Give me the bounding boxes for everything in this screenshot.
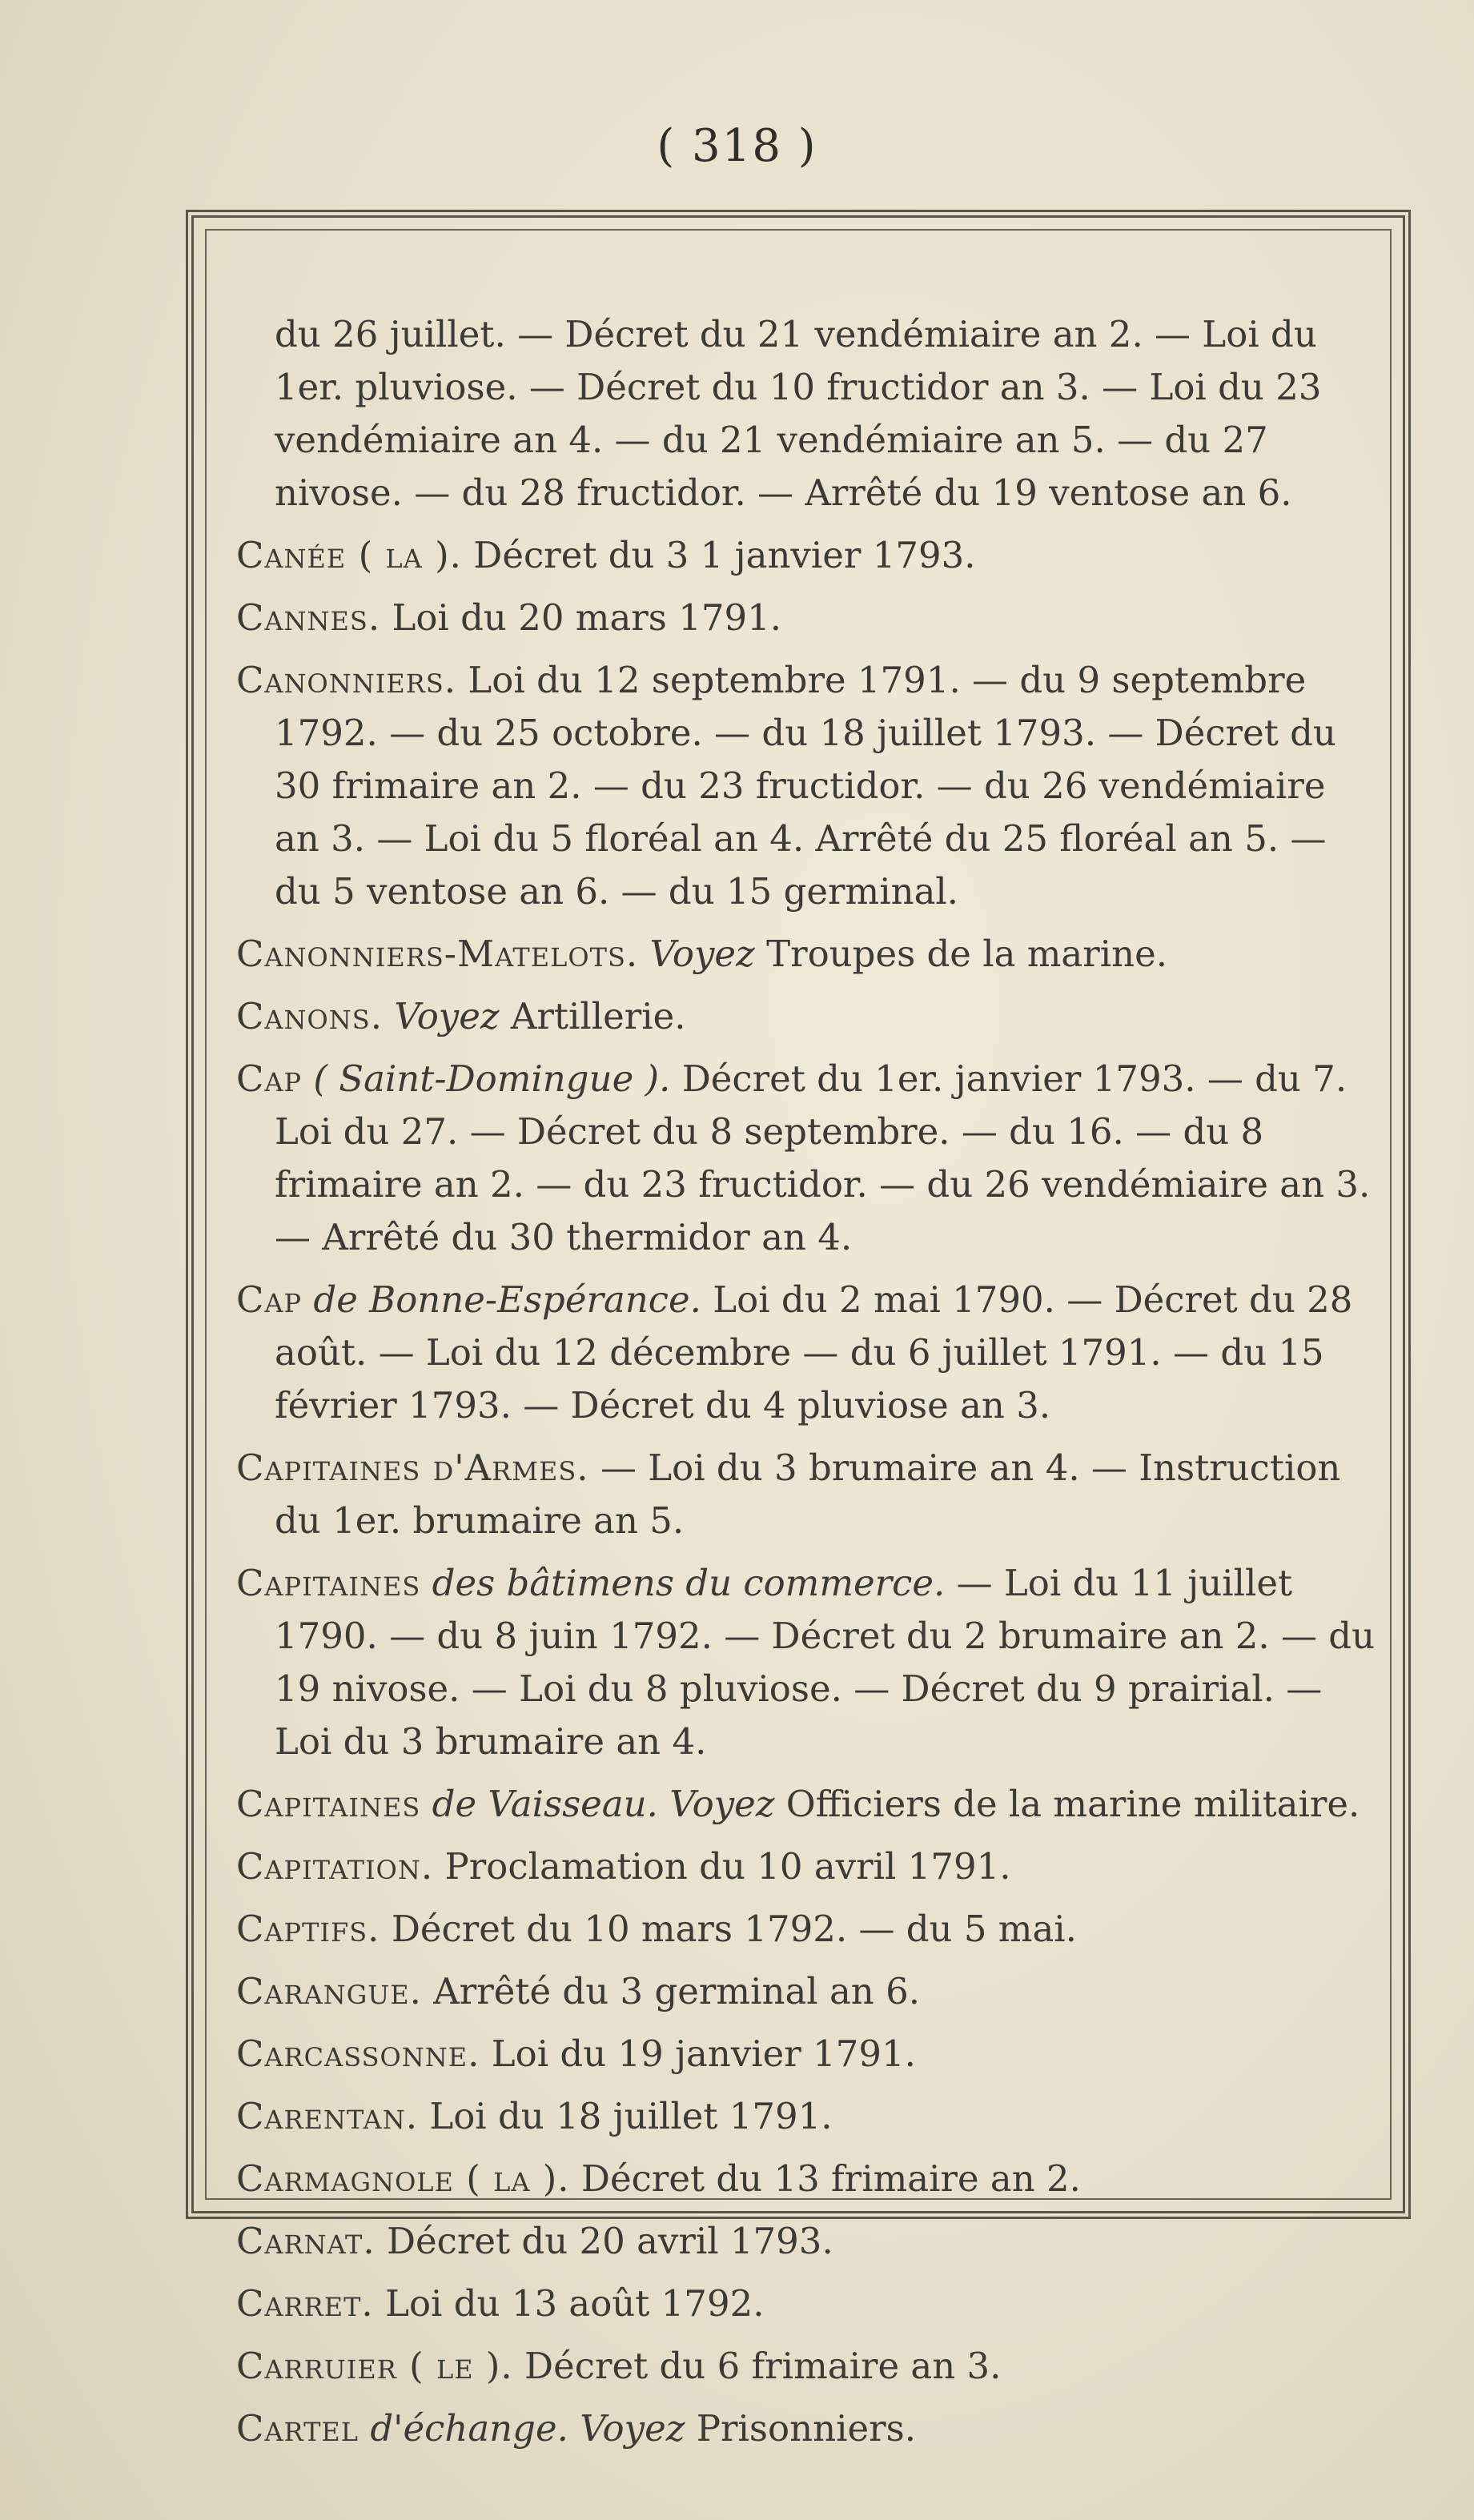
- entry-text: du 26 juillet. — Décret du 21 vendémiaire an 2. — Loi du 1er. pluviose. — Décret du 10 fructidor an 3. — Loi du 23 vendémiaire an 4. — du 21 vendémiaire an 5. — du 27 nivose. — du 28 fructidor. — Arrêté du 19 ventose an 6.: [275, 313, 1322, 514]
- entry-text: Officiers de la marine militaire.: [785, 1783, 1360, 1825]
- entry-heading: Cartel: [236, 2407, 359, 2450]
- index-entry: [236, 2028, 1381, 2081]
- entry-italic: de Vaisseau. Voyez: [432, 1783, 775, 1825]
- entry-heading: Carcassonne.: [236, 2032, 480, 2075]
- entry-text: Décret du 10 mars 1792. — du 5 mai.: [391, 1908, 1077, 1950]
- entry-heading: Capitaines: [236, 1562, 421, 1604]
- entry-text: Décret du 13 frimaire an 2.: [580, 2157, 1081, 2200]
- entry-text: Prisonniers.: [696, 2407, 916, 2450]
- entry-heading: Capitaines d'Armes.: [236, 1447, 589, 1489]
- entry-heading: Carnat.: [236, 2220, 376, 2262]
- index-entry: [236, 1840, 1381, 1893]
- entry-text: Loi du 12 septembre 1791. — du 9 septembre 1792. — du 25 octobre. — du 18 juillet 1793. — Décret du 30 frimaire an 2. — du 23 fructidor. — du 26 vendémiaire an 3. — Loi du 5 floréal an 4. Arrêté du 25 floréal an 5. — du 5 ventose an 6. — du 15 germinal.: [275, 659, 1336, 913]
- entry-heading: Carmagnole ( la ).: [236, 2157, 570, 2200]
- entry-text: Décret du 1er. janvier 1793. — du 7. Loi du 27. — Décret du 8 septembre. — du 16. — du 8 frimaire an 2. — du 23 fructidor. — du 26 vendémiaire an 3. — Arrêté du 30 thermidor an 4.: [275, 1057, 1371, 1258]
- entry-heading: Canée ( la ).: [236, 534, 462, 576]
- entry-italic: ( Saint-Domingue ).: [313, 1057, 671, 1100]
- entry-heading: Capitation.: [236, 1845, 434, 1888]
- index-entry: [236, 2153, 1381, 2205]
- page-number: ( 318 ): [657, 120, 817, 172]
- entry-heading: Cap: [236, 1278, 303, 1321]
- entry-text: Loi du 20 mars 1791.: [392, 596, 782, 639]
- index-entry: [236, 1557, 1381, 1768]
- entry-italic: d'échange. Voyez: [370, 2407, 685, 2450]
- entry-heading: Canons.: [236, 995, 384, 1037]
- index-entry: [236, 990, 1381, 1043]
- index-entry: [236, 2277, 1381, 2330]
- index-entry: [236, 2215, 1381, 2268]
- entry-text: Décret du 3 1 janvier 1793.: [473, 534, 976, 576]
- entry-text: Arrêté du 3 germinal an 6.: [433, 1970, 921, 2012]
- entry-italic: Voyez: [394, 995, 500, 1037]
- index-entry: [236, 1053, 1381, 1264]
- entry-text: — Loi du 11 juillet 1790. — du 8 juin 1792. — Décret du 2 brumaire an 2. — du 19 nivose. — Loi du 8 pluviose. — Décret du 9 prairial. — Loi du 3 brumaire an 4.: [275, 1562, 1376, 1763]
- entry-heading: Carruier ( le ).: [236, 2345, 513, 2387]
- index-entry-continued: [236, 308, 1381, 520]
- index-entry: [236, 928, 1381, 981]
- index-entry: [236, 654, 1381, 918]
- index-entry: [236, 2402, 1381, 2455]
- entry-italic: Voyez: [649, 933, 755, 975]
- entry-heading: Cap: [236, 1057, 303, 1100]
- entry-italic: des bâtimens du commerce.: [432, 1562, 946, 1604]
- index-entry: [236, 529, 1381, 582]
- entry-text: Artillerie.: [510, 995, 686, 1037]
- entry-text: Proclamation du 10 avril 1791.: [444, 1845, 1011, 1888]
- entry-heading: Carret.: [236, 2282, 374, 2325]
- entry-heading: Canonniers.: [236, 659, 457, 701]
- entry-text: Loi du 13 août 1792.: [385, 2282, 765, 2325]
- entry-heading: Capitaines: [236, 1783, 421, 1825]
- entry-italic: de Bonne-Espérance.: [313, 1278, 701, 1321]
- entry-text: Troupes de la marine.: [766, 933, 1168, 975]
- entry-text: Loi du 2 mai 1790. — Décret du 28 août. — Loi du 12 décembre — du 6 juillet 1791. — du 15 février 1793. — Décret du 4 pluviose an 3.: [275, 1278, 1353, 1427]
- index-entry: [236, 1778, 1381, 1831]
- index-entries: [236, 308, 1381, 2465]
- entry-text: — Loi du 3 brumaire an 4. — Instruction du 1er. brumaire an 5.: [275, 1447, 1341, 1542]
- entry-heading: Cannes.: [236, 596, 381, 639]
- index-entry: [236, 592, 1381, 644]
- entry-text: Décret du 20 avril 1793.: [386, 2220, 833, 2262]
- entry-heading: Captifs.: [236, 1908, 380, 1950]
- index-entry: [236, 2090, 1381, 2143]
- index-entry: [236, 1274, 1381, 1432]
- index-entry: [236, 1965, 1381, 2018]
- entry-heading: Carentan.: [236, 2095, 419, 2137]
- entry-text: Loi du 19 janvier 1791.: [491, 2032, 916, 2075]
- index-entry: [236, 2340, 1381, 2393]
- entry-text: Loi du 18 juillet 1791.: [429, 2095, 833, 2137]
- index-entry: [236, 1903, 1381, 1956]
- entry-heading: Carangue.: [236, 1970, 422, 2012]
- index-entry: [236, 1442, 1381, 1547]
- entry-heading: Canonniers-Matelots.: [236, 933, 639, 975]
- entry-text: Décret du 6 frimaire an 3.: [524, 2345, 1002, 2387]
